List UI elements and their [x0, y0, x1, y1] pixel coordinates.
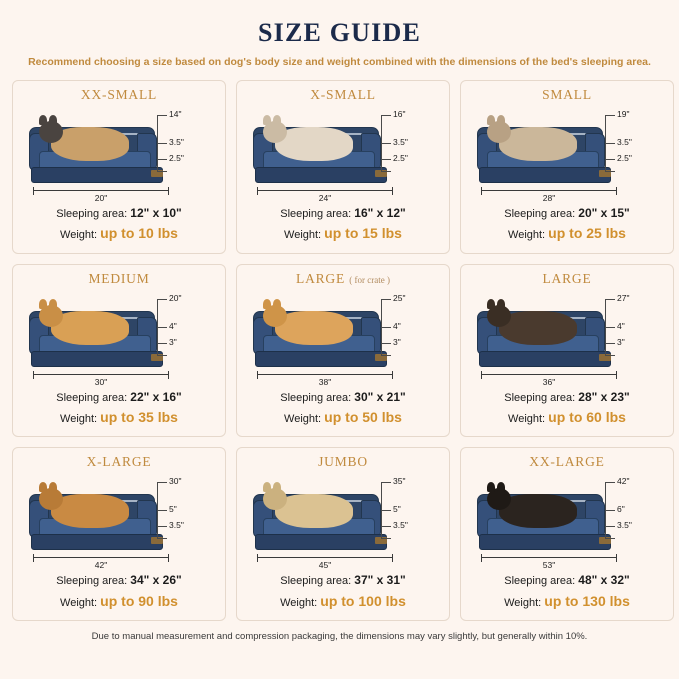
size-card [236, 80, 450, 254]
size-card [460, 80, 674, 254]
size-specs [504, 571, 630, 612]
sleeping-area-value: 34" x 26" [130, 573, 182, 588]
dim-height-mid: 6" [617, 504, 625, 515]
size-name: LARGE [542, 270, 592, 286]
size-name: JUMBO [318, 454, 368, 470]
weight-row [504, 591, 630, 613]
height-dimensions [605, 292, 663, 359]
dim-height-base: 3.5" [169, 520, 184, 531]
sleeping-area-value: 48" x 32" [578, 573, 630, 588]
dog-graphic [275, 494, 353, 528]
height-dimensions [605, 109, 663, 175]
sleeping-area-row [504, 388, 629, 407]
dim-height-mid: 3.5" [169, 137, 184, 147]
size-card [12, 447, 226, 621]
weight-row [280, 591, 406, 613]
size-name: SMALL [542, 87, 592, 102]
size-specs [280, 571, 406, 612]
size-specs [504, 204, 629, 245]
sleeping-area-row [504, 571, 630, 590]
weight-value: up to 35 lbs [100, 408, 178, 425]
dim-height-total: 27" [617, 292, 630, 303]
weight-row [504, 223, 629, 245]
bed-illustration [21, 289, 217, 385]
sleeping-area-label: Sleeping area: [504, 391, 576, 404]
sleeping-area-label: Sleeping area: [56, 575, 128, 588]
width-dimension-line [481, 190, 617, 191]
sleeping-area-value: 37" x 31" [354, 573, 406, 588]
bed-illustration [469, 472, 665, 571]
sleeping-area-label: Sleeping area: [280, 575, 352, 588]
weight-label: Weight: [280, 596, 318, 609]
size-card [460, 447, 674, 621]
dog-ear-icon [49, 299, 57, 309]
bed-base [255, 351, 387, 367]
dog-ear-icon [497, 299, 505, 309]
sleeping-area-value: 28" x 23" [578, 389, 630, 404]
size-specs [56, 388, 181, 429]
size-name: X-SMALL [310, 87, 376, 102]
dog-ear-icon [39, 115, 47, 125]
dim-height-base: 3.5" [393, 520, 408, 531]
bed-illustration [469, 105, 665, 201]
size-card [12, 80, 226, 254]
size-card [460, 264, 674, 438]
footer-note: Due to manual measurement and compression packaging, the dimensions may vary slightly, but generally within 10%. [91, 631, 588, 643]
bed-base [479, 351, 611, 367]
size-card-title [318, 454, 368, 470]
weight-label: Weight: [508, 412, 546, 425]
size-name: XX-LARGE [529, 454, 605, 470]
dim-height-base: 3" [169, 336, 177, 347]
sleeping-area-label: Sleeping area: [280, 391, 352, 404]
sleeping-area-value: 20" x 15" [578, 206, 630, 220]
dog-ear-icon [49, 115, 57, 125]
sleeping-area-row [280, 571, 406, 590]
dog-ear-icon [487, 115, 495, 125]
bed-base [479, 534, 611, 550]
dim-height-total: 35" [393, 476, 406, 487]
sleeping-area-row [56, 204, 181, 223]
size-specs [280, 204, 405, 245]
dim-width-label: 42" [94, 560, 108, 571]
weight-row [56, 223, 181, 245]
size-card [12, 264, 226, 438]
height-dimensions [157, 292, 215, 359]
weight-value: up to 100 lbs [320, 592, 406, 609]
size-grid [12, 80, 667, 621]
sleeping-area-label: Sleeping area: [504, 208, 576, 220]
size-specs [56, 204, 181, 245]
size-card-title [529, 454, 604, 470]
sleeping-area-label: Sleeping area: [56, 391, 128, 404]
size-name: X-LARGE [86, 454, 152, 470]
page-title: SIZE GUIDE [258, 18, 421, 47]
dog-graphic [499, 311, 577, 345]
dim-height-mid: 5" [169, 504, 177, 515]
bed-base [479, 167, 611, 183]
sleeping-area-row [280, 388, 405, 407]
dim-width-label: 53" [542, 560, 556, 571]
dim-height-total: 30" [169, 476, 182, 487]
weight-value: up to 60 lbs [548, 408, 626, 425]
dog-graphic [51, 311, 129, 345]
dog-ear-icon [497, 482, 505, 492]
size-name: XX-SMALL [80, 87, 158, 102]
size-card-title [543, 271, 592, 287]
dog-graphic [499, 127, 577, 161]
bed-illustration [469, 289, 665, 385]
weight-value: up to 10 lbs [100, 225, 178, 242]
weight-value: up to 90 lbs [100, 592, 178, 609]
weight-label: Weight: [508, 229, 546, 242]
dim-height-mid: 3.5" [393, 137, 408, 147]
size-card-title [81, 87, 157, 103]
dim-height-mid: 5" [393, 504, 401, 515]
weight-row [280, 223, 405, 245]
width-dimension-line [481, 557, 617, 558]
dim-height-base: 2.5" [617, 153, 632, 163]
dog-graphic [51, 494, 129, 528]
sleeping-area-row [56, 571, 181, 590]
dim-height-total: 14" [169, 109, 182, 119]
height-dimensions [381, 292, 439, 359]
weight-row [56, 591, 181, 613]
width-dimension-line [257, 374, 393, 375]
bed-base [255, 167, 387, 183]
dog-ear-icon [487, 299, 495, 309]
dim-height-base: 3.5" [617, 520, 632, 531]
weight-value: up to 15 lbs [324, 225, 402, 242]
dim-height-mid: 4" [169, 320, 177, 331]
dim-height-total: 19" [617, 109, 630, 119]
weight-row [280, 407, 405, 429]
dim-width-label: 30" [94, 376, 108, 387]
dog-ear-icon [273, 482, 281, 492]
size-card-title [296, 271, 390, 287]
weight-value: up to 25 lbs [548, 225, 626, 242]
dog-ear-icon [49, 482, 57, 492]
bed-illustration [245, 472, 441, 571]
weight-row [504, 407, 629, 429]
weight-label: Weight: [284, 229, 322, 242]
dim-width-label: 20" [94, 193, 108, 203]
dog-graphic [275, 311, 353, 345]
dog-graphic [275, 127, 353, 161]
size-name: MEDIUM [88, 270, 150, 286]
weight-label: Weight: [60, 229, 98, 242]
dog-ear-icon [273, 115, 281, 125]
bed-base [31, 167, 163, 183]
sleeping-area-row [504, 204, 629, 223]
dog-ear-icon [263, 482, 271, 492]
height-dimensions [381, 109, 439, 175]
size-card [236, 264, 450, 438]
dim-height-total: 16" [393, 109, 406, 119]
weight-label: Weight: [284, 412, 322, 425]
weight-value: up to 50 lbs [324, 408, 402, 425]
width-dimension-line [33, 190, 169, 191]
dim-width-label: 45" [318, 560, 332, 571]
bed-base [31, 534, 163, 550]
dog-ear-icon [39, 299, 47, 309]
height-dimensions [381, 476, 439, 542]
size-card-title [88, 271, 149, 287]
size-card-title [542, 87, 592, 103]
dim-width-label: 24" [318, 193, 332, 203]
dog-graphic [499, 494, 577, 528]
size-card-title [310, 87, 376, 103]
sleeping-area-value: 30" x 21" [354, 389, 406, 404]
width-dimension-line [481, 374, 617, 375]
weight-row [56, 407, 181, 429]
dim-height-total: 25" [393, 292, 406, 303]
sleeping-area-value: 12" x 10" [130, 206, 182, 220]
dim-width-label: 36" [542, 376, 556, 387]
sleeping-area-value: 22" x 16" [130, 389, 182, 404]
sleeping-area-label: Sleeping area: [504, 575, 576, 588]
height-dimensions [157, 109, 215, 175]
width-dimension-line [257, 557, 393, 558]
size-card [236, 447, 450, 621]
dim-height-base: 3" [617, 336, 625, 347]
dim-height-total: 42" [617, 476, 630, 487]
width-dimension-line [257, 190, 393, 191]
bed-base [255, 534, 387, 550]
size-specs [504, 388, 629, 429]
weight-value: up to 130 lbs [544, 592, 630, 609]
dog-ear-icon [39, 482, 47, 492]
dog-ear-icon [273, 299, 281, 309]
height-dimensions [605, 476, 663, 542]
sleeping-area-row [280, 204, 405, 223]
dog-graphic [51, 127, 129, 161]
dim-height-base: 2.5" [393, 153, 408, 163]
bed-illustration [245, 289, 441, 385]
dog-ear-icon [497, 115, 505, 125]
width-dimension-line [33, 374, 169, 375]
bed-illustration [21, 105, 217, 201]
dim-height-mid: 4" [393, 320, 401, 331]
sleeping-area-label: Sleeping area: [56, 208, 128, 220]
size-name: LARGE [296, 270, 346, 286]
dim-height-total: 20" [169, 292, 182, 303]
sleeping-area-label: Sleeping area: [280, 208, 352, 220]
bed-base [31, 351, 163, 367]
dog-ear-icon [263, 299, 271, 309]
dim-height-mid: 4" [617, 320, 625, 331]
size-specs [280, 388, 405, 429]
dim-height-base: 2.5" [169, 153, 184, 163]
size-card-title [87, 454, 152, 470]
dim-height-base: 3" [393, 336, 401, 347]
sleeping-area-row [56, 388, 181, 407]
dog-ear-icon [263, 115, 271, 125]
weight-label: Weight: [60, 412, 98, 425]
height-dimensions [157, 476, 215, 542]
size-specs [56, 571, 181, 612]
width-dimension-line [33, 557, 169, 558]
dim-width-label: 28" [542, 193, 556, 203]
bed-illustration [245, 105, 441, 201]
dog-ear-icon [487, 482, 495, 492]
bed-illustration [21, 472, 217, 571]
sleeping-area-value: 16" x 12" [354, 206, 406, 220]
dim-height-mid: 3.5" [617, 137, 632, 147]
weight-label: Weight: [504, 596, 542, 609]
page-subtitle: Recommend choosing a size based on dog's body size and weight combined with the dimensions of the bed's sleeping area. [28, 56, 651, 68]
weight-label: Weight: [60, 596, 98, 609]
size-note: ( for crate ) [349, 274, 390, 285]
dim-width-label: 38" [318, 376, 332, 387]
